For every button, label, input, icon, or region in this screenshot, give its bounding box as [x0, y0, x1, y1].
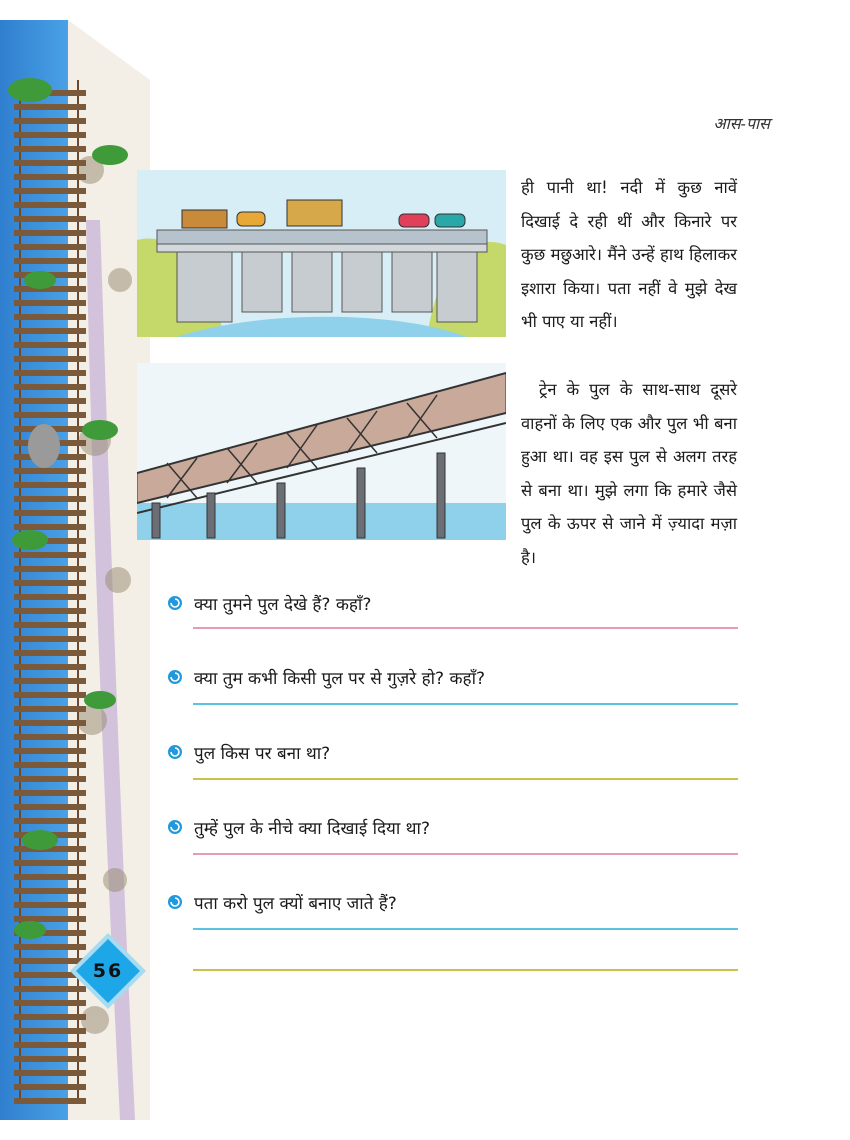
- track-sleeper: [14, 118, 86, 124]
- track-sleeper: [14, 482, 86, 488]
- track-sleeper: [14, 356, 86, 362]
- track-sleeper: [14, 370, 86, 376]
- page-number: 56: [92, 960, 124, 982]
- track-sleeper: [14, 1028, 86, 1034]
- track-sleeper: [14, 888, 86, 894]
- track-sleeper: [14, 384, 86, 390]
- track-sleeper: [14, 734, 86, 740]
- track-sleeper: [14, 874, 86, 880]
- answer-line-5[interactable]: [193, 928, 738, 930]
- track-sleeper: [14, 636, 86, 642]
- track-sleeper: [14, 412, 86, 418]
- track-sleeper: [14, 216, 86, 222]
- track-sleeper: [14, 146, 86, 152]
- question-3-text: पुल किस पर बना था?: [194, 743, 331, 764]
- paragraph-1-text: ही पानी था! नदी में कुछ नावें दिखाई दे रही थीं और किनारे पर कुछ मछुआरे। मैंने उन्हें हाथ हिलाकर इशारा किया। पता नहीं वे मुझे देख भी पाए या नहीं।: [521, 178, 737, 331]
- track-sleeper: [14, 748, 86, 754]
- track-sleeper: [14, 902, 86, 908]
- track-sleeper: [14, 300, 86, 306]
- track-sleeper: [14, 1098, 86, 1104]
- question-4-text: तुम्हें पुल के नीचे क्या दिखाई दिया था?: [194, 818, 430, 839]
- book-title: आस-पास: [713, 114, 770, 133]
- paragraph-1: [521, 171, 737, 339]
- railway-bridge-illustration: [137, 363, 506, 540]
- track-sleeper: [14, 860, 86, 866]
- answer-line-2[interactable]: [193, 703, 738, 705]
- track-sleeper: [14, 328, 86, 334]
- track-sleeper: [14, 916, 86, 922]
- track-sleeper: [14, 244, 86, 250]
- track-sleeper: [14, 202, 86, 208]
- track-sleeper: [14, 174, 86, 180]
- road-bridge-illustration: [137, 170, 506, 337]
- answer-line-5b[interactable]: [193, 969, 738, 971]
- track-sleeper: [14, 580, 86, 586]
- page-number-badge: [68, 931, 148, 1011]
- track-sleeper: [14, 496, 86, 502]
- track-sleeper: [14, 258, 86, 264]
- question-2-text: क्या तुम कभी किसी पुल पर से गुज़रे हो? कहाँ?: [194, 668, 485, 689]
- track-sleeper: [14, 790, 86, 796]
- track-sleeper: [14, 188, 86, 194]
- track-sleeper: [14, 510, 86, 516]
- answer-line-4[interactable]: [193, 853, 738, 855]
- track-sleeper: [14, 230, 86, 236]
- track-sleeper: [14, 608, 86, 614]
- track-sleeper: [14, 650, 86, 656]
- answer-line-1[interactable]: [193, 627, 738, 629]
- answer-line-3[interactable]: [193, 778, 738, 780]
- track-sleeper: [14, 342, 86, 348]
- track-sleeper: [14, 468, 86, 474]
- question-1: [166, 588, 738, 618]
- track-sleeper: [14, 104, 86, 110]
- track-sleeper: [14, 776, 86, 782]
- track-sleeper: [14, 524, 86, 530]
- track-sleeper: [14, 132, 86, 138]
- track-sleeper: [14, 552, 86, 558]
- swirl-bullet-icon: [166, 594, 184, 612]
- track-sleeper: [14, 664, 86, 670]
- swirl-bullet-icon: [166, 818, 184, 836]
- swirl-bullet-icon: [166, 893, 184, 911]
- track-sleeper: [14, 1042, 86, 1048]
- track-sleeper: [14, 706, 86, 712]
- track-sleeper: [14, 398, 86, 404]
- question-2: [166, 662, 738, 692]
- track-sleeper: [14, 1084, 86, 1090]
- track-sleeper: [14, 594, 86, 600]
- track-sleeper: [14, 1014, 86, 1020]
- paragraph-2: [521, 373, 737, 574]
- track-sleeper: [14, 314, 86, 320]
- track-sleeper: [14, 804, 86, 810]
- question-5-text: पता करो पुल क्यों बनाए जाते हैं?: [194, 893, 397, 914]
- swirl-bullet-icon: [166, 743, 184, 761]
- track-sleeper: [14, 720, 86, 726]
- track-sleeper: [14, 1056, 86, 1062]
- track-sleeper: [14, 762, 86, 768]
- paragraph-2-text: ट्रेन के पुल के साथ-साथ दूसरे वाहनों के लिए एक और पुल भी बना हुआ था। वह इस पुल से अलग तरह से बना था। मुझे लगा कि हमारे जैसे पुल के ऊपर से जाने में ज़्यादा मज़ा है।: [521, 380, 737, 567]
- question-5: [166, 887, 738, 917]
- question-3: [166, 737, 738, 767]
- track-sleeper: [14, 678, 86, 684]
- track-sleeper: [14, 692, 86, 698]
- question-1-text: क्या तुमने पुल देखे हैं? कहाँ?: [194, 594, 372, 615]
- track-sleeper: [14, 1070, 86, 1076]
- boulder: [28, 424, 60, 468]
- track-sleeper: [14, 818, 86, 824]
- track-sleeper: [14, 622, 86, 628]
- question-4: [166, 812, 738, 842]
- track-sleeper: [14, 566, 86, 572]
- track-sleeper: [14, 160, 86, 166]
- swirl-bullet-icon: [166, 668, 184, 686]
